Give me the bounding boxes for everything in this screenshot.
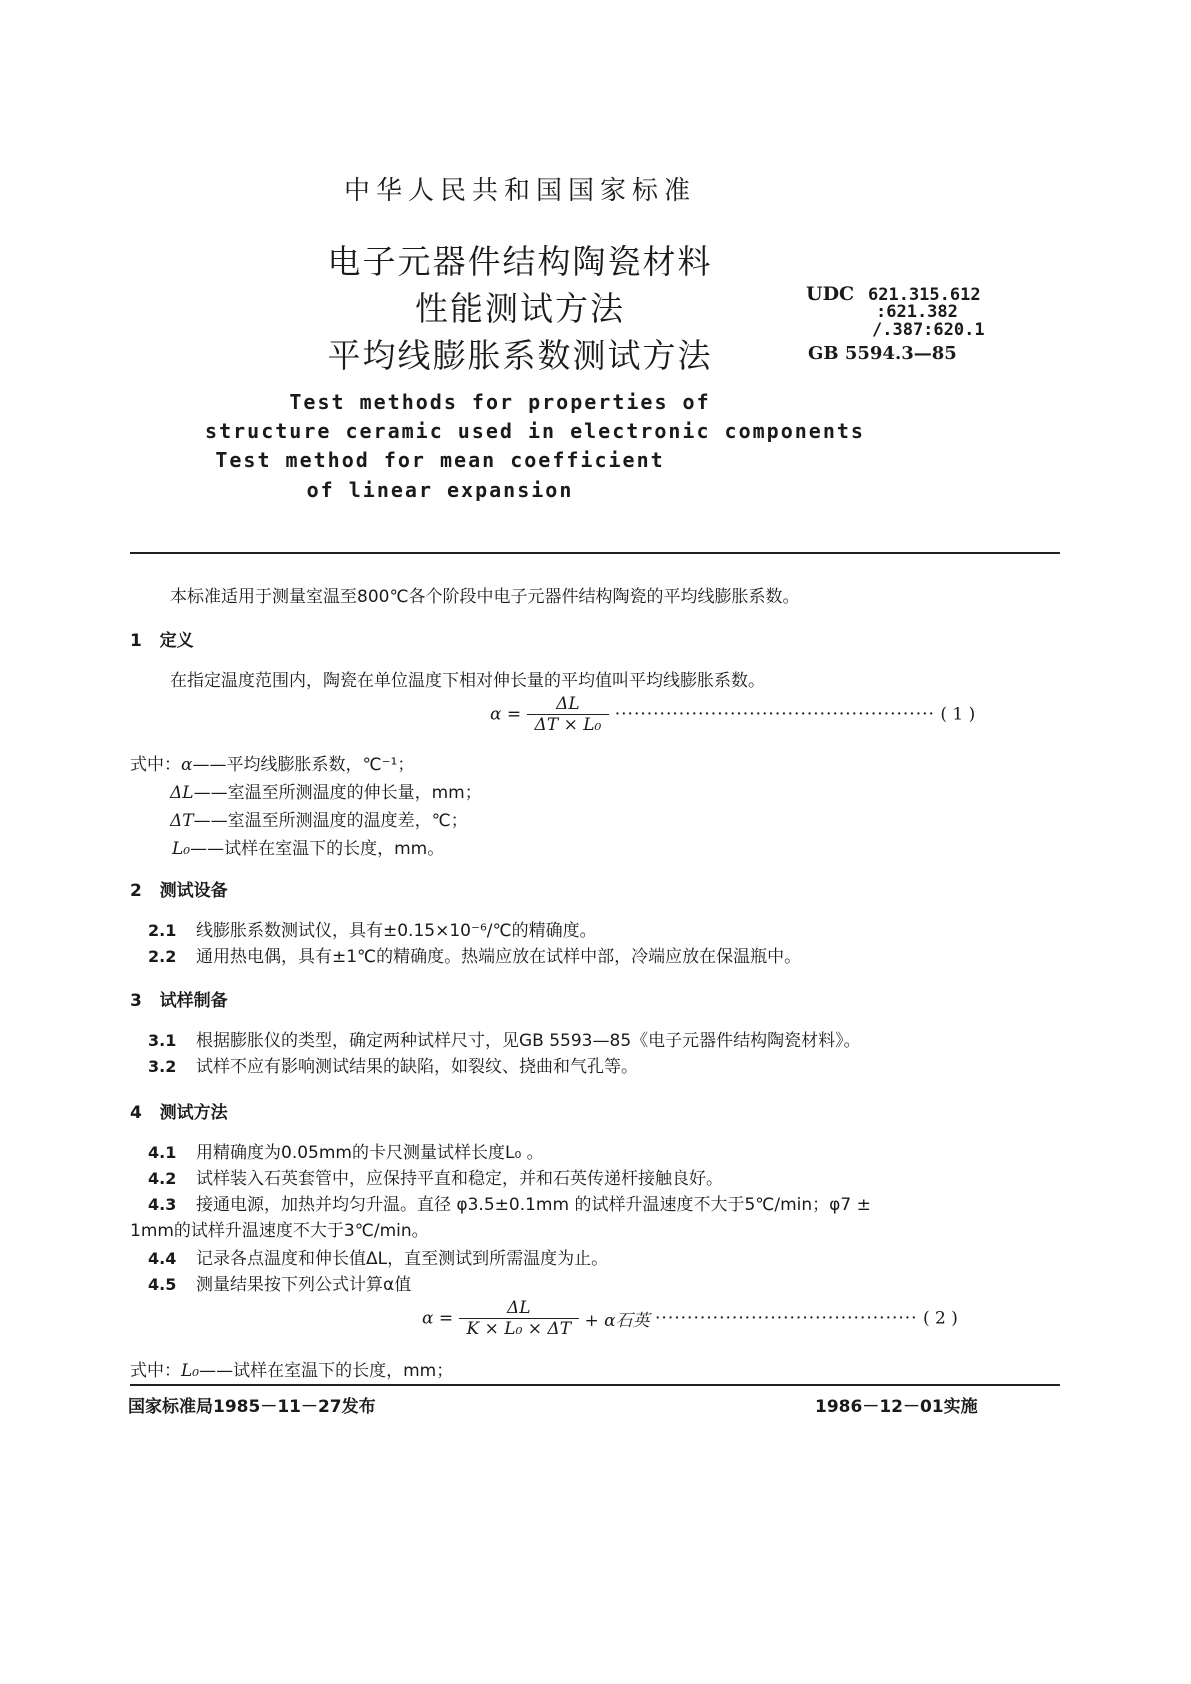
section-number: 4 — [130, 1103, 142, 1123]
title-line-3: 平均线膨胀系数测试方法 — [327, 336, 713, 375]
formula-leader-dots: ·················································· — [614, 704, 935, 725]
symbol-description: ——试样在室温下的长度，mm。 — [190, 839, 445, 859]
item-number: 2.2 — [148, 947, 177, 966]
formula-lhs: α = — [490, 704, 522, 725]
item-4-3 — [148, 1190, 871, 1215]
section-title: 定义 — [159, 631, 194, 651]
formula-denominator: ΔT × L₀ — [527, 714, 610, 735]
where-row-3 — [170, 806, 468, 831]
item-number: 3.1 — [148, 1031, 177, 1050]
effective-date: 1986－12－01实施 — [815, 1397, 978, 1417]
formula-2 — [422, 1298, 958, 1339]
formula-fraction — [459, 1298, 580, 1339]
udc-code-1: 621.315.612 — [868, 285, 981, 305]
item-number: 3.2 — [148, 1057, 177, 1076]
english-title-line-4: of linear expansion — [306, 478, 574, 502]
formula-1 — [490, 694, 975, 735]
formula-tag: ( 1 ) — [940, 704, 976, 725]
definition-text: 在指定温度范围内，陶瓷在单位温度下相对伸长量的平均值叫平均线膨胀系数。 — [170, 671, 765, 691]
symbol-description: ——室温至所测温度的温度差，℃； — [193, 811, 468, 831]
formula-denominator: K × L₀ × ΔT — [459, 1318, 580, 1339]
item-4-3-continued: 1mm的试样升温速度不大于3℃/min。 — [130, 1221, 429, 1241]
national-standard-label: 中华人民共和国国家标准 — [343, 176, 696, 206]
symbol: L₀ — [181, 1361, 200, 1381]
header-divider — [130, 552, 1060, 554]
where-label: 式中： — [130, 1361, 181, 1381]
item-text: 测量结果按下列公式计算α值 — [196, 1275, 412, 1295]
gb-number: GB 5594.3—85 — [808, 343, 957, 364]
item-4-2 — [148, 1164, 723, 1189]
item-text: 用精确度为0.05mm的卡尺测量试样长度L₀ 。 — [196, 1143, 544, 1163]
item-4-1 — [148, 1138, 544, 1163]
symbol-description: ——试样在室温下的长度，mm； — [199, 1361, 454, 1381]
formula-fraction — [527, 694, 610, 735]
item-number: 4.3 — [148, 1195, 177, 1214]
udc-label: UDC — [806, 283, 855, 305]
section-1-heading — [130, 626, 194, 651]
item-text: 根据膨胀仪的类型，确定两种试样尺寸，见GB 5593—85《电子元器件结构陶瓷材料》。 — [196, 1031, 861, 1051]
section-title: 测试设备 — [159, 881, 228, 901]
symbol: ΔL — [170, 783, 194, 803]
item-2-1 — [148, 916, 597, 941]
formula-numerator: ΔL — [507, 1298, 531, 1318]
section-title: 试样制备 — [159, 991, 228, 1011]
issue-date: 国家标准局1985－11－27发布 — [128, 1397, 376, 1417]
title-line-1: 电子元器件结构陶瓷材料 — [327, 242, 713, 281]
section-number: 1 — [130, 631, 142, 651]
title-line-2: 性能测试方法 — [415, 289, 625, 328]
item-text: 接通电源，加热并均匀升温。直径 φ3.5±0.1mm 的试样升温速度不大于5℃/min；φ7 ± — [196, 1195, 871, 1215]
item-number: 4.1 — [148, 1143, 177, 1162]
english-title-line-2: structure ceramic used in electronic components — [205, 419, 865, 443]
symbol: α — [181, 755, 193, 775]
section-number: 2 — [130, 881, 142, 901]
item-number: 4.4 — [148, 1249, 177, 1268]
section-3-heading — [130, 986, 228, 1011]
section-number: 3 — [130, 991, 142, 1011]
section-4-heading — [130, 1098, 228, 1123]
item-text: 试样不应有影响测试结果的缺陷，如裂纹、挠曲和气孔等。 — [196, 1057, 638, 1077]
item-text: 记录各点温度和伸长值ΔL，直至测试到所需温度为止。 — [196, 1249, 609, 1269]
where-row-4 — [172, 834, 444, 859]
english-title-line-1: Test methods for properties of — [289, 390, 711, 414]
symbol: ΔT — [170, 811, 194, 831]
symbol: L₀ — [172, 839, 191, 859]
symbol-description: ——平均线膨胀系数，℃⁻¹； — [192, 755, 415, 775]
where-row-formula-2 — [130, 1356, 453, 1381]
symbol-description: ——室温至所测温度的伸长量，mm； — [193, 783, 482, 803]
formula-numerator: ΔL — [556, 694, 580, 714]
item-text: 线膨胀系数测试仪，具有±0.15×10⁻⁶/℃的精确度。 — [196, 921, 597, 941]
item-3-1 — [148, 1026, 861, 1051]
item-number: 2.1 — [148, 921, 177, 940]
where-row-2 — [170, 778, 482, 803]
item-4-5 — [148, 1270, 411, 1295]
udc-code-3: /.387:620.1 — [872, 320, 985, 340]
where-row-1 — [130, 750, 414, 775]
formula-lhs: α = — [422, 1308, 454, 1329]
item-text: 通用热电偶，具有±1℃的精确度。热端应放在试样中部，冷端应放在保温瓶中。 — [196, 947, 802, 967]
english-title-line-3: Test method for mean coefficient — [215, 448, 665, 472]
item-number: 4.5 — [148, 1275, 177, 1294]
formula-leader-dots: ········································· — [655, 1308, 918, 1329]
where-label: 式中： — [130, 755, 181, 775]
footer-divider — [130, 1384, 1060, 1386]
formula-tag: ( 2 ) — [923, 1308, 958, 1329]
intro-paragraph: 本标准适用于测量室温至800℃各个阶段中电子元器件结构陶瓷的平均线膨胀系数。 — [170, 587, 800, 607]
item-2-2 — [148, 942, 801, 967]
item-text: 试样装入石英套管中，应保持平直和稳定，并和石英传递杆接触良好。 — [196, 1169, 723, 1189]
item-3-2 — [148, 1052, 638, 1077]
section-2-heading — [130, 876, 228, 901]
item-number: 4.2 — [148, 1169, 177, 1188]
item-4-4 — [148, 1244, 608, 1269]
formula-quartz-term: + α石英 — [584, 1311, 650, 1331]
section-title: 测试方法 — [159, 1103, 228, 1123]
udc-code-2: :621.382 — [876, 302, 958, 322]
